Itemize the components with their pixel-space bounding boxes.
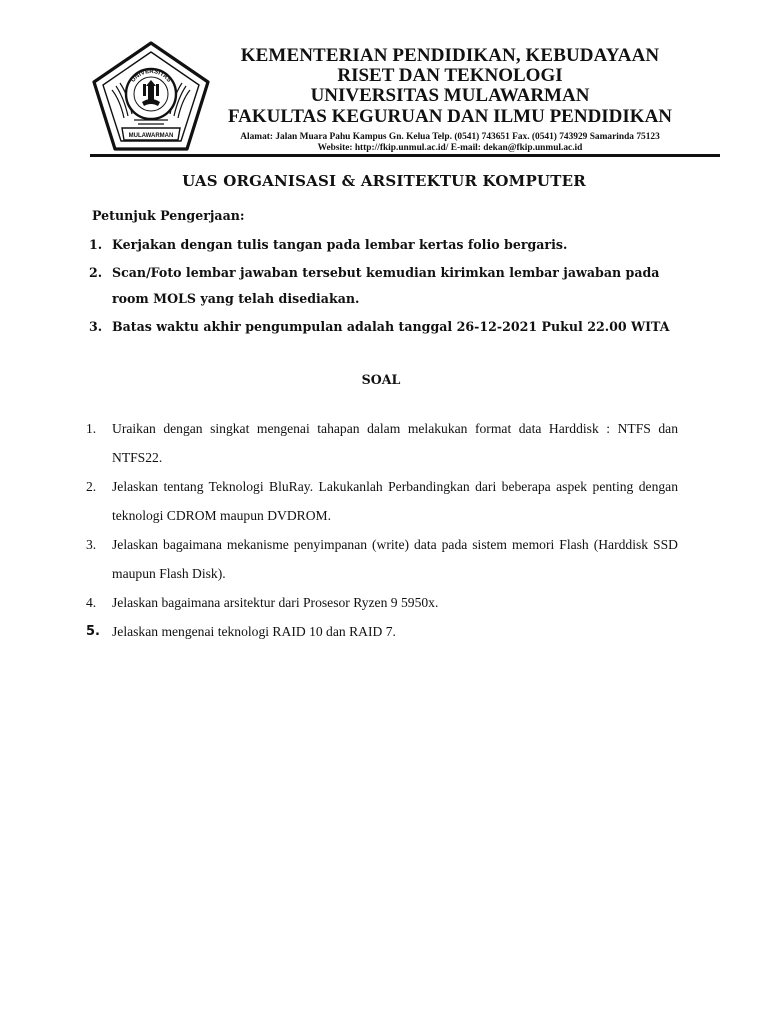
instruction-number: 3. — [89, 319, 103, 334]
letterhead-divider — [90, 154, 720, 157]
question-item — [86, 472, 678, 530]
instruction-text: Scan/Foto lembar jawaban tersebut kemudian kirimkan lembar jawaban pada room MOLS yang telah disediakan. — [112, 265, 660, 306]
instructions-section — [89, 206, 692, 342]
instructions-heading: Petunjuk Pengerjaan: — [92, 208, 245, 223]
instruction-number: 2. — [89, 265, 103, 280]
instruction-item — [89, 314, 692, 340]
question-item — [86, 588, 678, 617]
university-logo-icon — [90, 40, 212, 152]
question-item — [86, 617, 678, 646]
question-number: 3. — [86, 537, 97, 552]
logo-bottom-text: MULAWARMAN — [128, 133, 174, 139]
instruction-item — [89, 232, 692, 258]
faculty-name: FAKULTAS KEGURUAN DAN ILMU PENDIDIKAN — [227, 106, 673, 127]
ministry-line-2: RISET DAN TEKNOLOGI — [337, 65, 563, 86]
question-number: 5. — [86, 624, 100, 639]
question-text: Jelaskan tentang Teknologi BluRay. Lakukanlah Perbandingkan dari beberapa aspek penting dengan teknologi CDROM maupun DVDROM. — [112, 479, 678, 523]
logo-top-text: UNIVERSITAS — [129, 67, 173, 84]
instructions-list — [89, 232, 692, 340]
question-text: Jelaskan bagaimana mekanisme penyimpanan (write) data pada sistem memori Flash (Harddisk SSD maupun Flash Disk). — [112, 537, 678, 581]
question-text: Uraikan dengan singkat mengenai tahapan dalam melakukan format data Harddisk : NTFS dan NTFS22. — [112, 421, 678, 465]
letterhead — [215, 46, 685, 154]
university-name: UNIVERSITAS MULAWARMAN — [310, 85, 590, 106]
question-item — [86, 414, 678, 472]
question-number: 2. — [86, 479, 97, 494]
website-line: Website: http://fkip.unmul.ac.id/ E-mail: dekan@fkip.unmul.ac.id — [317, 143, 583, 153]
question-text: Jelaskan bagaimana arsitektur dari Prosesor Ryzen 9 5950x. — [112, 595, 439, 610]
questions-section — [86, 414, 678, 646]
question-item — [86, 530, 678, 588]
instruction-item — [89, 260, 692, 312]
instruction-number: 1. — [89, 237, 103, 252]
questions-list — [86, 414, 678, 646]
ministry-line-1: KEMENTERIAN PENDIDIKAN, KEBUDAYAAN — [240, 45, 660, 66]
instruction-text: Batas waktu akhir pengumpulan adalah tanggal 26-12-2021 Pukul 22.00 WITA — [112, 319, 670, 334]
exam-title: UAS ORGANISASI & ARSITEKTUR KOMPUTER — [182, 172, 586, 190]
question-number: 4. — [86, 595, 97, 610]
question-text: Jelaskan mengenai teknologi RAID 10 dan RAID 7. — [112, 624, 396, 639]
question-number: 1. — [86, 421, 97, 436]
instruction-text: Kerjakan dengan tulis tangan pada lembar kertas folio bergaris. — [112, 237, 568, 252]
address-line: Alamat: Jalan Muara Pahu Kampus Gn. Kelua Telp. (0541) 743651 Fax. (0541) 743929 Samarinda 75123 — [240, 132, 660, 142]
questions-heading: SOAL — [361, 372, 401, 387]
